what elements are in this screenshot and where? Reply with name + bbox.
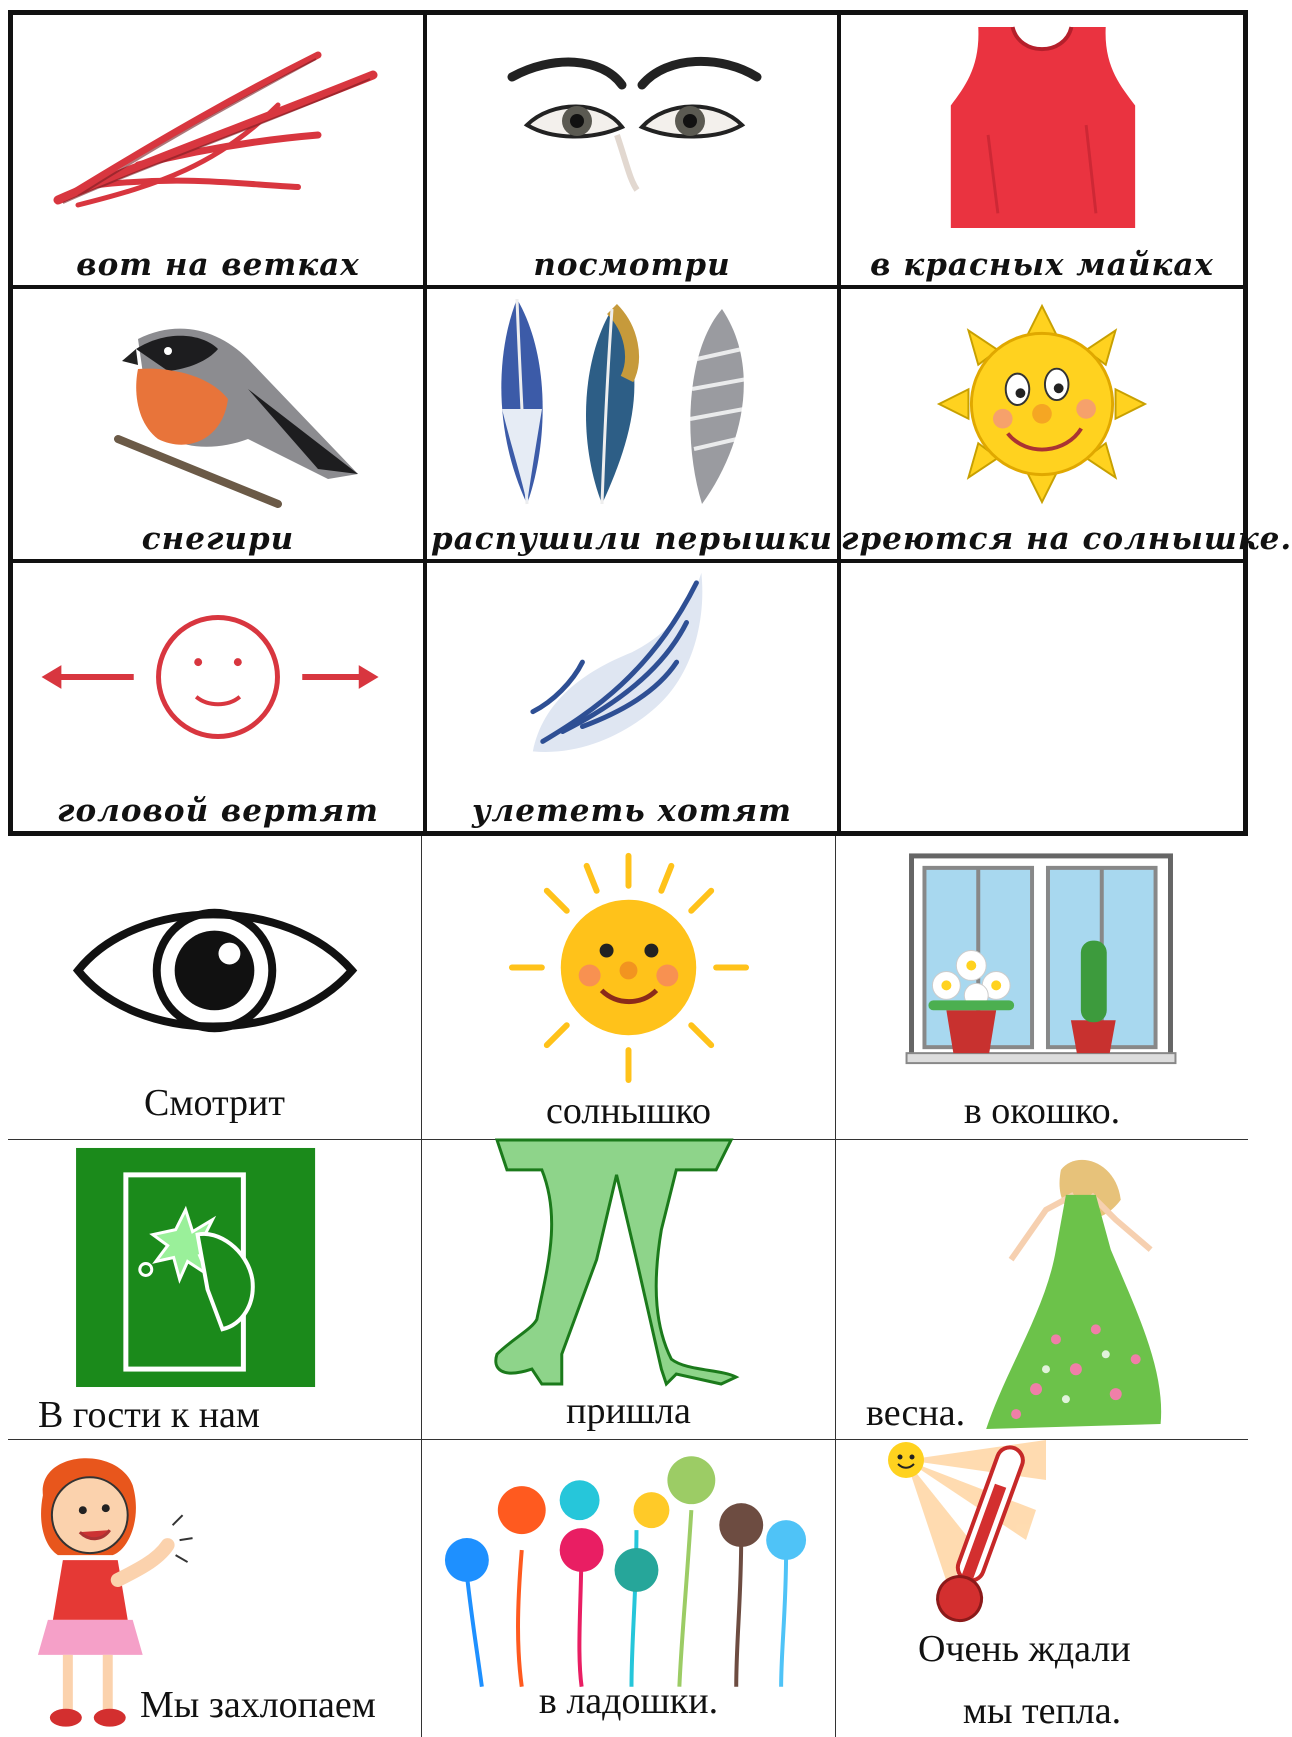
card-door-knock bbox=[8, 1140, 422, 1440]
card-caption: Мы захлопаем bbox=[140, 1684, 376, 1726]
card-legs bbox=[422, 1140, 836, 1440]
face-arrows-icon bbox=[13, 563, 423, 791]
card-caption-line2: мы тепла. bbox=[962, 1690, 1122, 1732]
bottom-card-grid bbox=[8, 836, 1248, 1737]
door-knock-icon bbox=[8, 1140, 421, 1389]
card-window bbox=[836, 836, 1248, 1140]
legs-icon bbox=[422, 1140, 835, 1389]
card-caption: Смотрит bbox=[144, 1082, 285, 1124]
card-eyes bbox=[427, 15, 841, 289]
card-clapping-girl bbox=[8, 1440, 422, 1737]
card-eye bbox=[8, 836, 422, 1140]
card-caption: в ладошки. bbox=[538, 1680, 719, 1722]
red-shirt-icon bbox=[841, 15, 1243, 245]
card-caption: В гости к нам bbox=[38, 1394, 260, 1436]
card-thermometer bbox=[836, 1440, 1248, 1737]
card-feathers bbox=[427, 289, 841, 563]
bullfinch-icon bbox=[13, 289, 423, 519]
card-caption: греются на солнышке. bbox=[841, 521, 1292, 557]
branch-icon bbox=[13, 15, 423, 245]
card-caption: распушили перышки bbox=[431, 521, 833, 557]
card-spring-girl bbox=[836, 1140, 1248, 1440]
card-sun bbox=[841, 289, 1292, 563]
card-caption: солнышко bbox=[546, 1090, 711, 1132]
wing-icon bbox=[427, 563, 837, 791]
card-caption: пришла bbox=[566, 1390, 691, 1432]
card-red-shirt bbox=[841, 15, 1243, 289]
card-caption-line1: Очень ждали bbox=[918, 1628, 1131, 1670]
top-card-grid bbox=[8, 10, 1292, 836]
card-bullfinch bbox=[13, 289, 427, 563]
card-hands bbox=[422, 1440, 836, 1737]
eye-icon bbox=[8, 836, 421, 1089]
smiling-sun-icon bbox=[422, 836, 835, 1089]
hands-icon bbox=[422, 1440, 835, 1687]
card-caption: головой вертят bbox=[57, 793, 379, 829]
window-icon bbox=[836, 836, 1248, 1089]
sun-icon bbox=[841, 289, 1243, 519]
card-smiling-sun bbox=[422, 836, 836, 1140]
card-caption: улететь хотят bbox=[472, 793, 792, 829]
card-caption: снегири bbox=[141, 521, 295, 557]
card-caption: посмотри bbox=[533, 247, 731, 283]
thermometer-icon bbox=[836, 1440, 1248, 1627]
card-empty bbox=[841, 563, 1243, 831]
card-caption: в окошко. bbox=[963, 1090, 1121, 1132]
card-caption: в красных майках bbox=[870, 247, 1214, 283]
feathers-icon bbox=[427, 289, 837, 519]
card-caption: весна. bbox=[866, 1392, 966, 1434]
eyes-icon bbox=[427, 15, 837, 245]
card-caption: вот на ветках bbox=[76, 247, 360, 283]
card-branch bbox=[13, 15, 427, 289]
card-wing bbox=[427, 563, 841, 831]
card-face-arrows bbox=[13, 563, 427, 831]
